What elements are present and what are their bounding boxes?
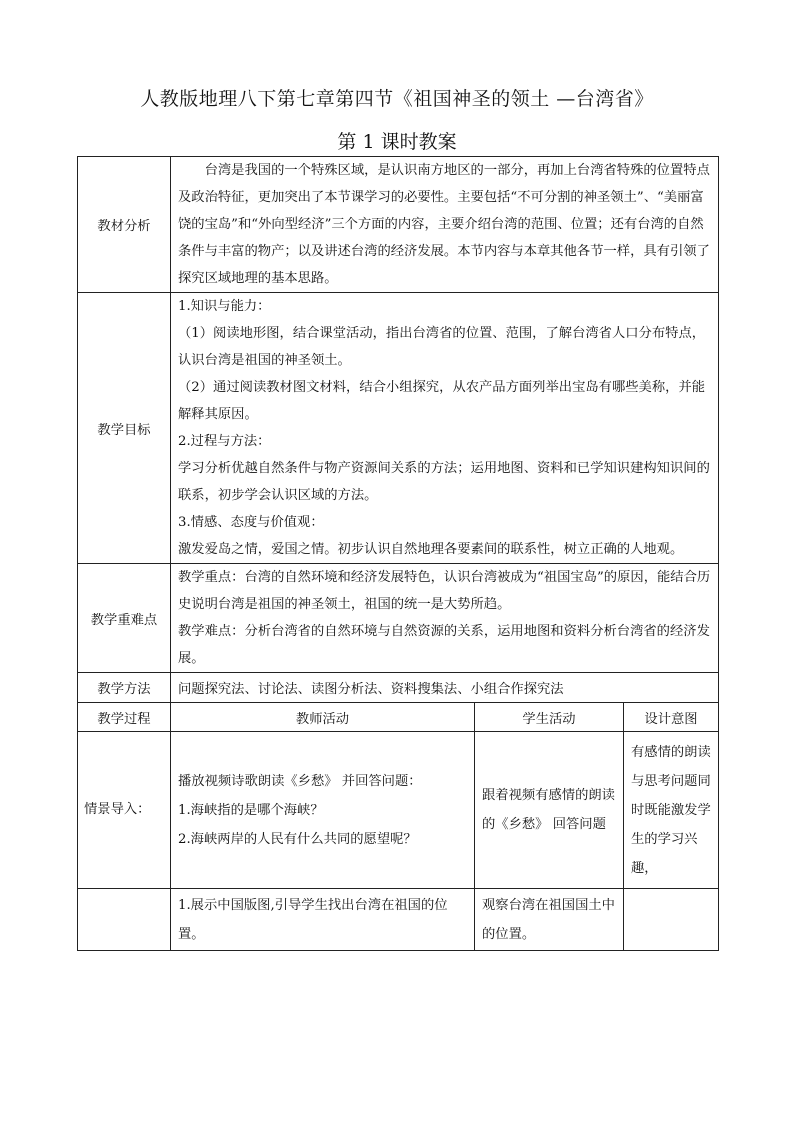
objectives-line: 2.过程与方法： [178,434,271,449]
objectives-line: 3.情感、态度与价值观： [178,515,324,530]
objectives-line: 学习分析优越自然条件与物产资源间关系的方法；运用地图、资料和已学知识建构知识间的联系，初步学会认识区域的方法。 [178,461,710,503]
methods-text: 问题探究法、讨论法、读图分析法、资料搜集法、小组合作探究法 [171,673,719,703]
key-point-text: 教学重点：台湾的自然环境和经济发展特色，认识台湾被成为“祖国宝岛”的原因，能结合历史说明台湾是祖国的神圣领土，祖国的统一是大势所趋。 [178,570,711,612]
lesson-plan-table [77,156,719,951]
stage-label: 情景导入： [78,732,171,889]
teacher-activity-line: 1.展示中国版图,引导学生找出台湾在祖国的位置。 [178,897,448,942]
analysis-label: 教材分析 [78,157,171,293]
process-row [78,732,719,889]
design-intent-header: 设计意图 [624,703,719,732]
teacher-activity-line: 2.海峡两岸的人民有什么共同的愿望呢？ [178,831,417,847]
objectives-line: （1）阅读地形图，结合课堂活动，指出台湾省的位置、范围，了解台湾省人口分布特点，认识台湾是祖国的神圣领土。 [178,326,706,368]
objectives-label: 教学目标 [78,293,171,564]
teacher-activity-line: 1.海峡指的是哪个海峡？ [178,802,324,818]
keypoints-row [78,564,719,673]
document-subtitle: 第 1 课时教案 [337,131,457,153]
methods-label: 教学方法 [78,673,171,703]
difficult-point-text: 教学难点：分析台湾省的自然环境与自然资源的关系，运用地图和资料分析台湾省的经济发展。 [178,624,710,666]
objectives-line: 激发爱岛之情，爱国之情。初步认识自然地理各要素间的联系性，树立正确的人地观。 [178,542,684,557]
objectives-row [78,293,719,564]
process-row [78,889,719,951]
student-activity-header: 学生活动 [475,703,624,732]
objectives-line: 1.知识与能力： [178,299,271,314]
objectives-line: （2）通过阅读教材图文材料，结合小组探究，从农产品方面列举出宝岛有哪些美称，并能解释其原因。 [178,380,706,422]
student-activity-text: 跟着视频有感情的朗读的《乡愁》 回答问题 [482,788,615,832]
analysis-row [78,157,719,293]
analysis-text: 台湾是我国的一个特殊区域，是认识南方地区的一部分，再加上台湾省特殊的位置特点及政治特征，更加突出了本节课学习的必要性。主要包括“不可分割的神圣领土”、“美丽富饶的宝岛”和“外向型经济”三个方面的内容，主要介绍台湾的范围、位置；还有台湾的自然条件与丰富的物产；以及讲述台湾的经济发展。本节内容与本章其他各节一样，具有引领了探究区域地理的基本思路。 [178,163,710,286]
document-title: 人教版地理八下第七章第四节《祖国神圣的领土 —台湾省》 [140,88,654,110]
process-header-row [78,703,719,732]
teacher-activity-line: 播放视频诗歌朗读《乡愁》 并回答问题： [178,773,422,789]
student-activity-text: 观察台湾在祖国国土中的位置。 [482,897,615,942]
keypoints-label: 教学重难点 [78,564,171,673]
teacher-activity-header: 教师活动 [171,703,475,732]
process-label: 教学过程 [78,703,171,732]
design-intent-text: 有感情的朗读与思考问题同时既能激发学生的学习兴趣， [631,744,711,876]
methods-row [78,673,719,703]
stage-label [78,889,171,951]
